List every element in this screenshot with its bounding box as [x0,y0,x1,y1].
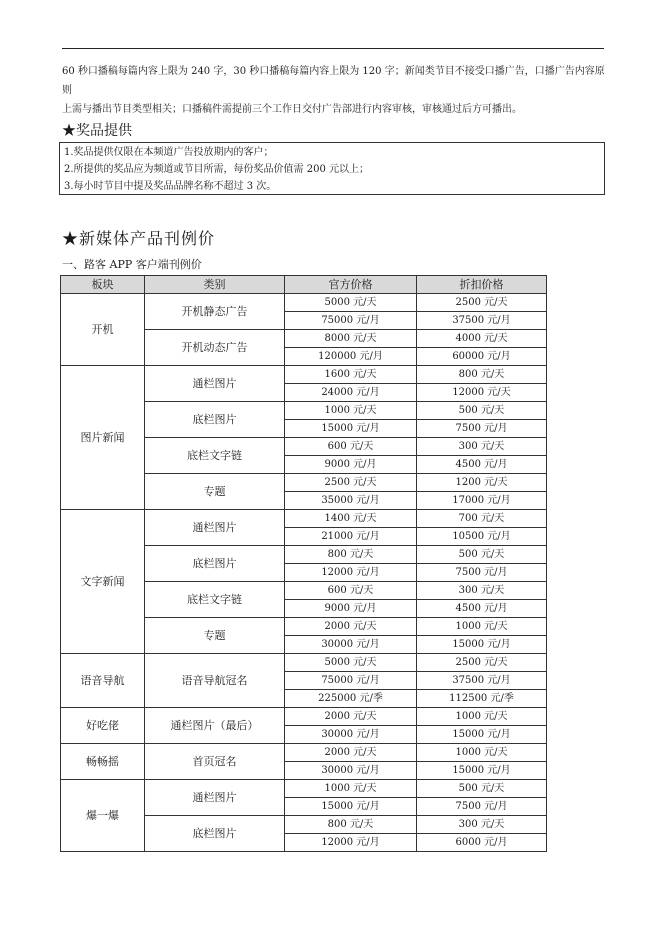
discount-price-cell: 112500 元/季 [417,690,547,708]
official-price-cell: 1400 元/天 [285,510,417,528]
section-cell: 语音导航 [61,654,145,708]
category-cell: 开机动态广告 [145,330,285,366]
discount-price-cell: 1000 元/天 [417,708,547,726]
prize-item-2: 2.所提供的奖品应为频道或节目所需，每份奖品价值需 200 元以上； [64,164,369,175]
intro-line-2: 上需与播出节目类型相关；口播稿件需提前三个工作日交付广告部进行内容审核，审核通过后方可播出。 [62,104,522,115]
discount-price-cell: 4500 元/月 [417,456,547,474]
header-category: 类别 [145,276,285,294]
category-cell: 底栏图片 [145,816,285,852]
official-price-cell: 800 元/天 [285,546,417,564]
official-price-cell: 24000 元/月 [285,384,417,402]
official-price-cell: 35000 元/月 [285,492,417,510]
category-cell: 通栏图片（最后） [145,708,285,744]
official-price-cell: 600 元/天 [285,438,417,456]
official-price-cell: 225000 元/季 [285,690,417,708]
prize-box [59,142,605,195]
table-row [61,654,547,672]
discount-price-cell: 300 元/天 [417,438,547,456]
section-cell: 开机 [61,294,145,366]
table-row [61,294,547,312]
category-cell: 底栏图片 [145,402,285,438]
discount-price-cell: 500 元/天 [417,546,547,564]
prize-item-3: 3.每小时节目中提及奖品品牌名称不超过 3 次。 [64,181,277,192]
official-price-cell: 1000 元/天 [285,402,417,420]
discount-price-cell: 300 元/天 [417,816,547,834]
category-cell: 底栏文字链 [145,438,285,474]
discount-price-cell: 1000 元/天 [417,618,547,636]
discount-price-cell: 15000 元/月 [417,762,547,780]
table-row [61,744,547,762]
official-price-cell: 15000 元/月 [285,798,417,816]
category-cell: 通栏图片 [145,780,285,816]
section-cell: 图片新闻 [61,366,145,510]
category-cell: 通栏图片 [145,366,285,402]
discount-price-cell: 7500 元/月 [417,798,547,816]
discount-price-cell: 500 元/天 [417,780,547,798]
official-price-cell: 21000 元/月 [285,528,417,546]
official-price-cell: 12000 元/月 [285,834,417,852]
new-media-heading: ★新媒体产品刊例价 [62,229,216,248]
discount-price-cell: 17000 元/月 [417,492,547,510]
official-price-cell: 30000 元/月 [285,636,417,654]
discount-price-cell: 6000 元/月 [417,834,547,852]
top-rule [62,48,604,49]
discount-price-cell: 1000 元/天 [417,744,547,762]
official-price-cell: 30000 元/月 [285,762,417,780]
section-cell: 文字新闻 [61,510,145,654]
official-price-cell: 2000 元/天 [285,708,417,726]
table-row [61,366,547,384]
table-row [61,708,547,726]
official-price-cell: 12000 元/月 [285,564,417,582]
discount-price-cell: 37500 元/月 [417,312,547,330]
discount-price-cell: 4500 元/月 [417,600,547,618]
category-cell: 首页冠名 [145,744,285,780]
category-cell: 语音导航冠名 [145,654,285,708]
section-cell: 爆一爆 [61,780,145,852]
category-cell: 底栏图片 [145,546,285,582]
prize-item-1: 1.奖品提供仅限在本频道广告投放期内的客户； [64,147,274,158]
discount-price-cell: 15000 元/月 [417,726,547,744]
category-cell: 底栏文字链 [145,582,285,618]
category-cell: 通栏图片 [145,510,285,546]
official-price-cell: 600 元/天 [285,582,417,600]
official-price-cell: 15000 元/月 [285,420,417,438]
section-cell: 好吃佬 [61,708,145,744]
official-price-cell: 2500 元/天 [285,474,417,492]
discount-price-cell: 12000 元/天 [417,384,547,402]
discount-price-cell: 1200 元/天 [417,474,547,492]
header-discount-price: 折扣价格 [417,276,547,294]
discount-price-cell: 7500 元/月 [417,420,547,438]
discount-price-cell: 700 元/天 [417,510,547,528]
official-price-cell: 800 元/天 [285,816,417,834]
discount-price-cell: 2500 元/天 [417,654,547,672]
category-cell: 开机静态广告 [145,294,285,330]
official-price-cell: 2000 元/天 [285,618,417,636]
prize-heading: ★奖品提供 [62,123,132,139]
header-section: 板块 [61,276,145,294]
official-price-cell: 120000 元/月 [285,348,417,366]
discount-price-cell: 2500 元/天 [417,294,547,312]
discount-price-cell: 15000 元/月 [417,636,547,654]
official-price-cell: 1600 元/天 [285,366,417,384]
official-price-cell: 30000 元/月 [285,726,417,744]
price-table [60,275,547,852]
official-price-cell: 9000 元/月 [285,456,417,474]
official-price-cell: 75000 元/月 [285,672,417,690]
intro-line-1: 60 秒口播稿每篇内容上限为 240 字，30 秒口播稿每篇内容上限为 120 字；新闻类节目不接受口播广告，口播广告内容原则 [62,66,605,96]
official-price-cell: 75000 元/月 [285,312,417,330]
official-price-cell: 8000 元/天 [285,330,417,348]
section-cell: 畅畅摇 [61,744,145,780]
discount-price-cell: 10500 元/月 [417,528,547,546]
app-price-subheading: 一、路客 APP 客户端刊例价 [62,258,202,271]
official-price-cell: 5000 元/天 [285,654,417,672]
discount-price-cell: 800 元/天 [417,366,547,384]
price-table-body [61,294,547,852]
official-price-cell: 9000 元/月 [285,600,417,618]
official-price-cell: 5000 元/天 [285,294,417,312]
discount-price-cell: 37500 元/月 [417,672,547,690]
category-cell: 专题 [145,618,285,654]
discount-price-cell: 60000 元/月 [417,348,547,366]
discount-price-cell: 300 元/天 [417,582,547,600]
table-row [61,510,547,528]
table-row [61,780,547,798]
discount-price-cell: 7500 元/月 [417,564,547,582]
official-price-cell: 1000 元/天 [285,780,417,798]
header-official-price: 官方价格 [285,276,417,294]
discount-price-cell: 500 元/天 [417,402,547,420]
category-cell: 专题 [145,474,285,510]
table-header-row [61,276,547,294]
official-price-cell: 2000 元/天 [285,744,417,762]
discount-price-cell: 4000 元/天 [417,330,547,348]
intro-paragraph [62,62,606,119]
